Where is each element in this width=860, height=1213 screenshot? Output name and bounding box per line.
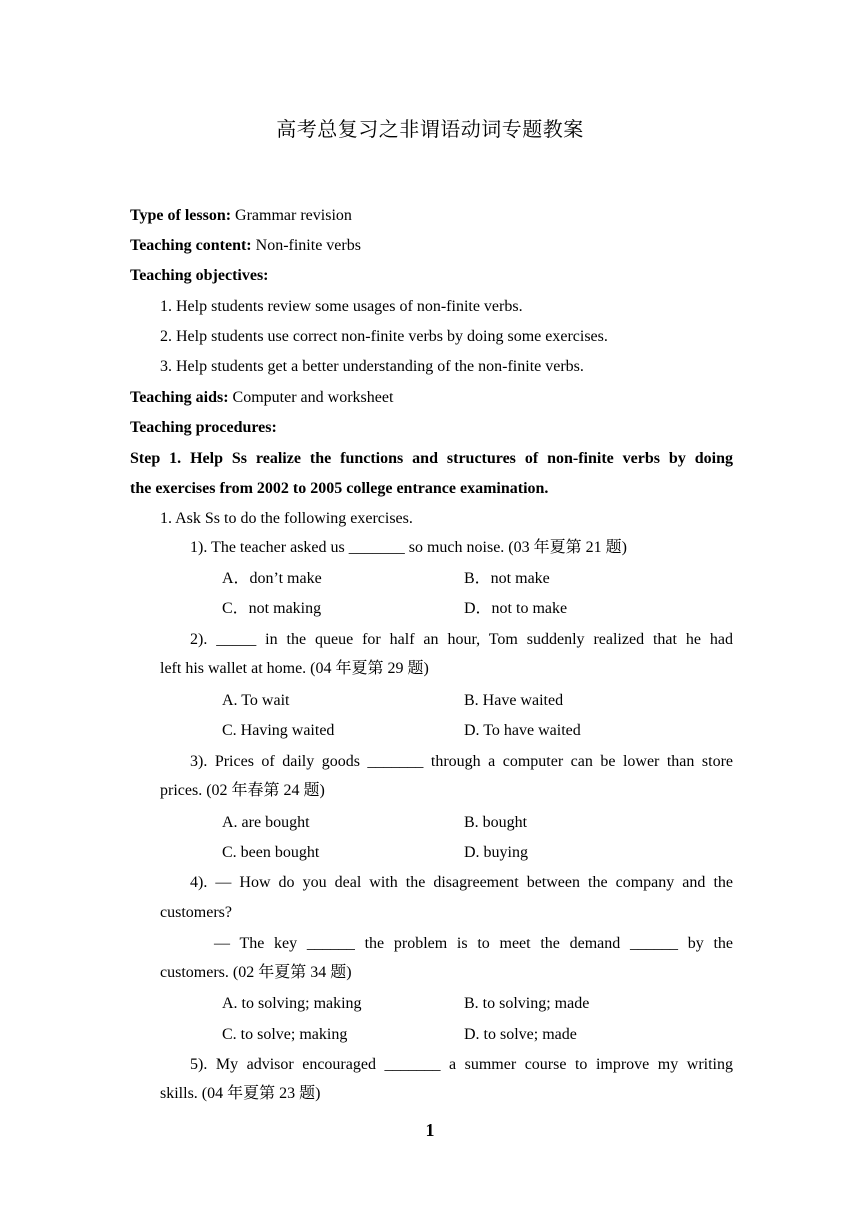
question-option: D. to solve; made [464,1026,577,1043]
question-option: C. to solve; making [222,1026,348,1043]
teaching-content-label: Teaching content: [130,237,252,254]
exercise-instruction: 1. Ask Ss to do the following exercises. [160,510,413,527]
teaching-procedures-label: Teaching procedures: [130,419,277,436]
step1-heading-line2: the exercises from 2002 to 2005 college entrance examination. [130,480,549,497]
question-stem-cont: skills. (04 年夏第 23 题) [160,1085,321,1102]
question-stem: 5). My advisor encouraged _______ a summer course to improve my writing [190,1056,733,1073]
question-stem-cont: ― The key ______ the problem is to meet the demand ______ by the [214,935,733,952]
question-option: D. buying [464,844,528,861]
question-stem-cont: left his wallet at home. (04 年夏第 29 题) [160,660,429,677]
step1-heading-line1: Step 1. Help Ss realize the functions and structures of non-finite verbs by doing [130,450,733,467]
question-option: D．not to make [464,600,568,617]
question-option: A. To wait [222,692,290,709]
question-stem-cont: customers. (02 年夏第 34 题) [160,964,352,981]
teaching-aids-value: Computer and worksheet [228,389,394,406]
objective-item: 1. Help students review some usages of non-finite verbs. [160,298,523,315]
question-stem: 2). _____ in the queue for half an hour, Tom suddenly realized that he had [190,631,733,648]
question-option: C. Having waited [222,722,335,739]
question-option: C．not making [222,600,322,617]
question-option: B．not make [464,570,550,587]
teaching-objectives-label: Teaching objectives: [130,267,269,284]
question-option: D. To have waited [464,722,581,739]
question-option: B. bought [464,814,528,831]
question-stem-cont: customers? [160,904,232,921]
question-option: A．don’t make [222,570,322,587]
question-option: C. been bought [222,844,320,861]
question-option: B. Have waited [464,692,564,709]
objective-item: 3. Help students get a better understanding of the non-finite verbs. [160,358,584,375]
question-stem-cont: prices. (02 年春第 24 题) [160,782,325,799]
type-of-lesson [130,206,352,226]
objective-item: 2. Help students use correct non-finite verbs by doing some exercises. [160,328,608,345]
teaching-aids-label: Teaching aids: [130,389,229,406]
type-of-lesson-label: Type of lesson: [130,207,232,224]
teaching-content-value: Non-finite verbs [251,237,361,254]
question-stem: 1). The teacher asked us _______ so much noise. (03 年夏第 21 题) [190,539,627,556]
question-option: A. are bought [222,814,310,831]
question-option: B. to solving; made [464,995,590,1012]
teaching-aids [130,388,393,408]
teaching-content [130,236,361,256]
question-option: A. to solving; making [222,995,362,1012]
page-number: 1 [425,1120,435,1140]
question-stem: 4). ― How do you deal with the disagreement between the company and the [190,874,733,891]
document-title: 高考总复习之非谓语动词专题教案 [276,117,584,141]
type-of-lesson-value: Grammar revision [231,207,352,224]
question-stem: 3). Prices of daily goods _______ through a computer can be lower than store [190,753,733,770]
